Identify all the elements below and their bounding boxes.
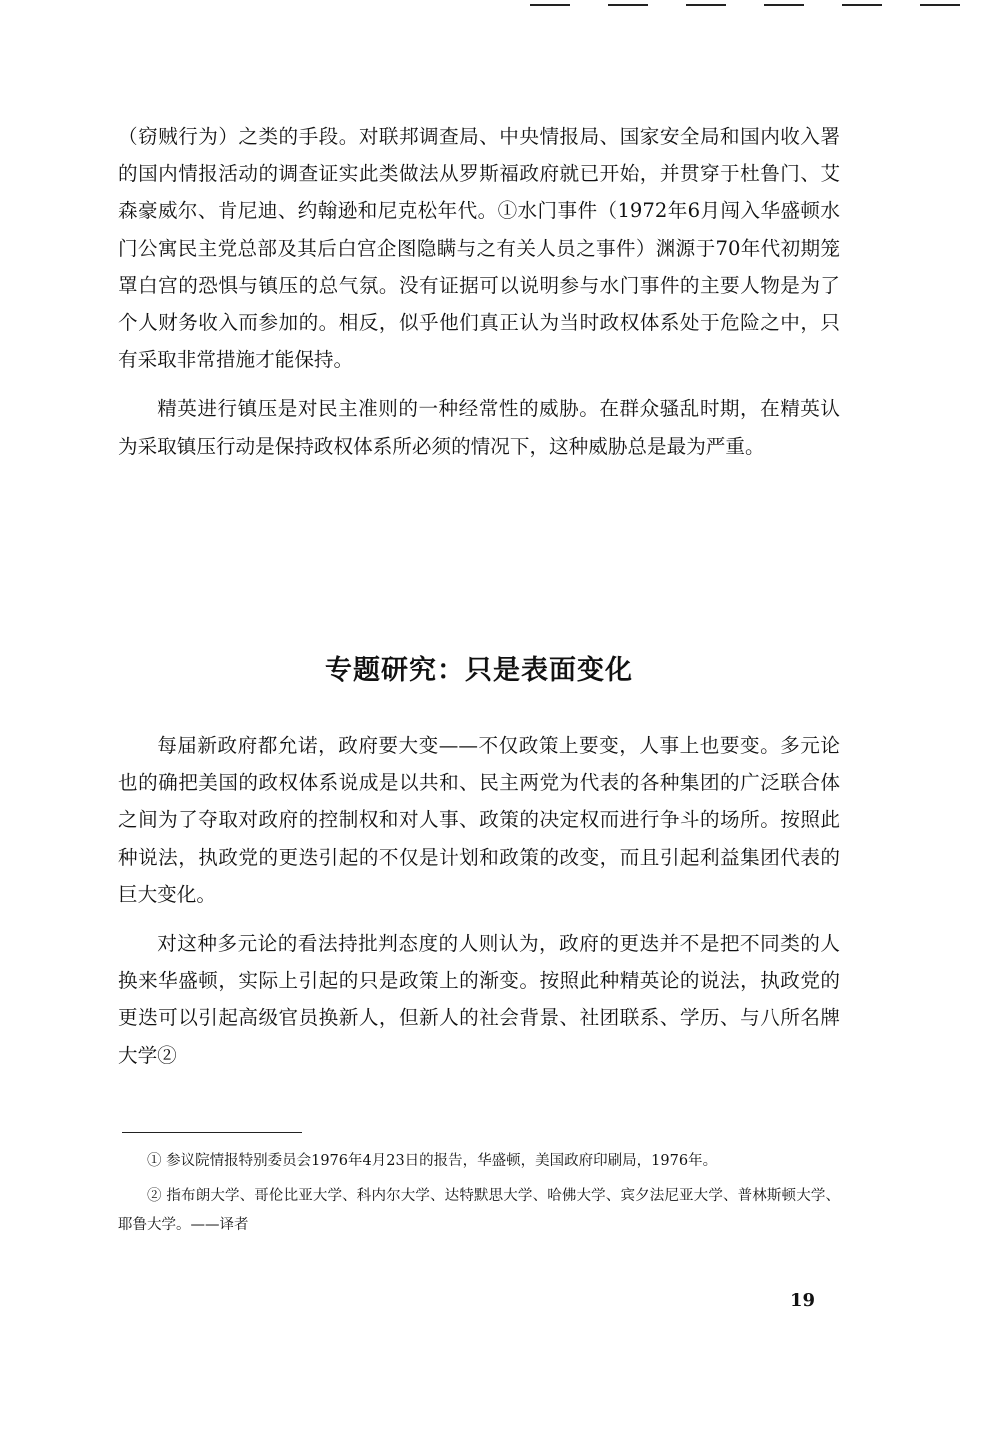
paragraph-2: 精英进行镇压是对民主准则的一种经常性的威胁。在群众骚乱时期，在精英认为采取镇压行动是保持政权体系所必须的情况下，这种威胁总是最为严重。 <box>118 397 840 458</box>
footnotes <box>118 1147 840 1246</box>
top-scan-marks <box>0 0 981 14</box>
footnote-1: ① 参议院情报特别委员会1976年4月23日的报告，华盛顿，美国政府印刷局，1976年。 <box>147 1153 718 1169</box>
body-text-top <box>118 118 840 465</box>
footnote-divider <box>122 1132 302 1133</box>
paragraph-3: 每届新政府都允诺，政府要大变——不仅政策上要变，人事上也要变。多元论也的确把美国的政权体系说成是以共和、民主两党为代表的各种集团的广泛联合体之间为了夺取对政府的控制权和对人事、政策的决定权而进行争斗的场所。按照此种说法，执政党的更迭引起的不仅是计划和政策的改变，而且引起利益集团代表的巨大变化。 <box>118 734 840 906</box>
paragraph-4: 对这种多元论的看法持批判态度的人则认为，政府的更迭并不是把不同类的人换来华盛顿，实际上引起的只是政策上的渐变。按照此种精英论的说法，执政党的更迭可以引起高级官员换新人，但新人的社会背景、社团联系、学历、与八所名牌大学② <box>118 932 840 1067</box>
section-heading: 专题研究：只是表面变化 <box>325 655 633 686</box>
page-number: 19 <box>790 1290 816 1311</box>
paragraph-1: （窃贼行为）之类的手段。对联邦调查局、中央情报局、国家安全局和国内收入署的国内情报活动的调查证实此类做法从罗斯福政府就已开始，并贯穿于杜鲁门、艾森豪威尔、肯尼迪、约翰逊和尼克松年代。①水门事件（1972年6月闯入华盛顿水门公寓民主党总部及其后白宫企图隐瞒与之有关人员之事件）渊源于70年代初期笼罩白宫的恐惧与镇压的总气氛。没有证据可以说明参与水门事件的主要人物是为了个人财务收入而参加的。相反，似乎他们真正认为当时政权体系处于危险之中，只有采取非常措施才能保持。 <box>118 125 840 372</box>
body-text-bottom <box>118 727 840 1074</box>
footnote-2: ② 指布朗大学、哥伦比亚大学、科内尔大学、达特默思大学、哈佛大学、宾夕法尼亚大学、普林斯顿大学、耶鲁大学。——译者 <box>118 1188 840 1233</box>
